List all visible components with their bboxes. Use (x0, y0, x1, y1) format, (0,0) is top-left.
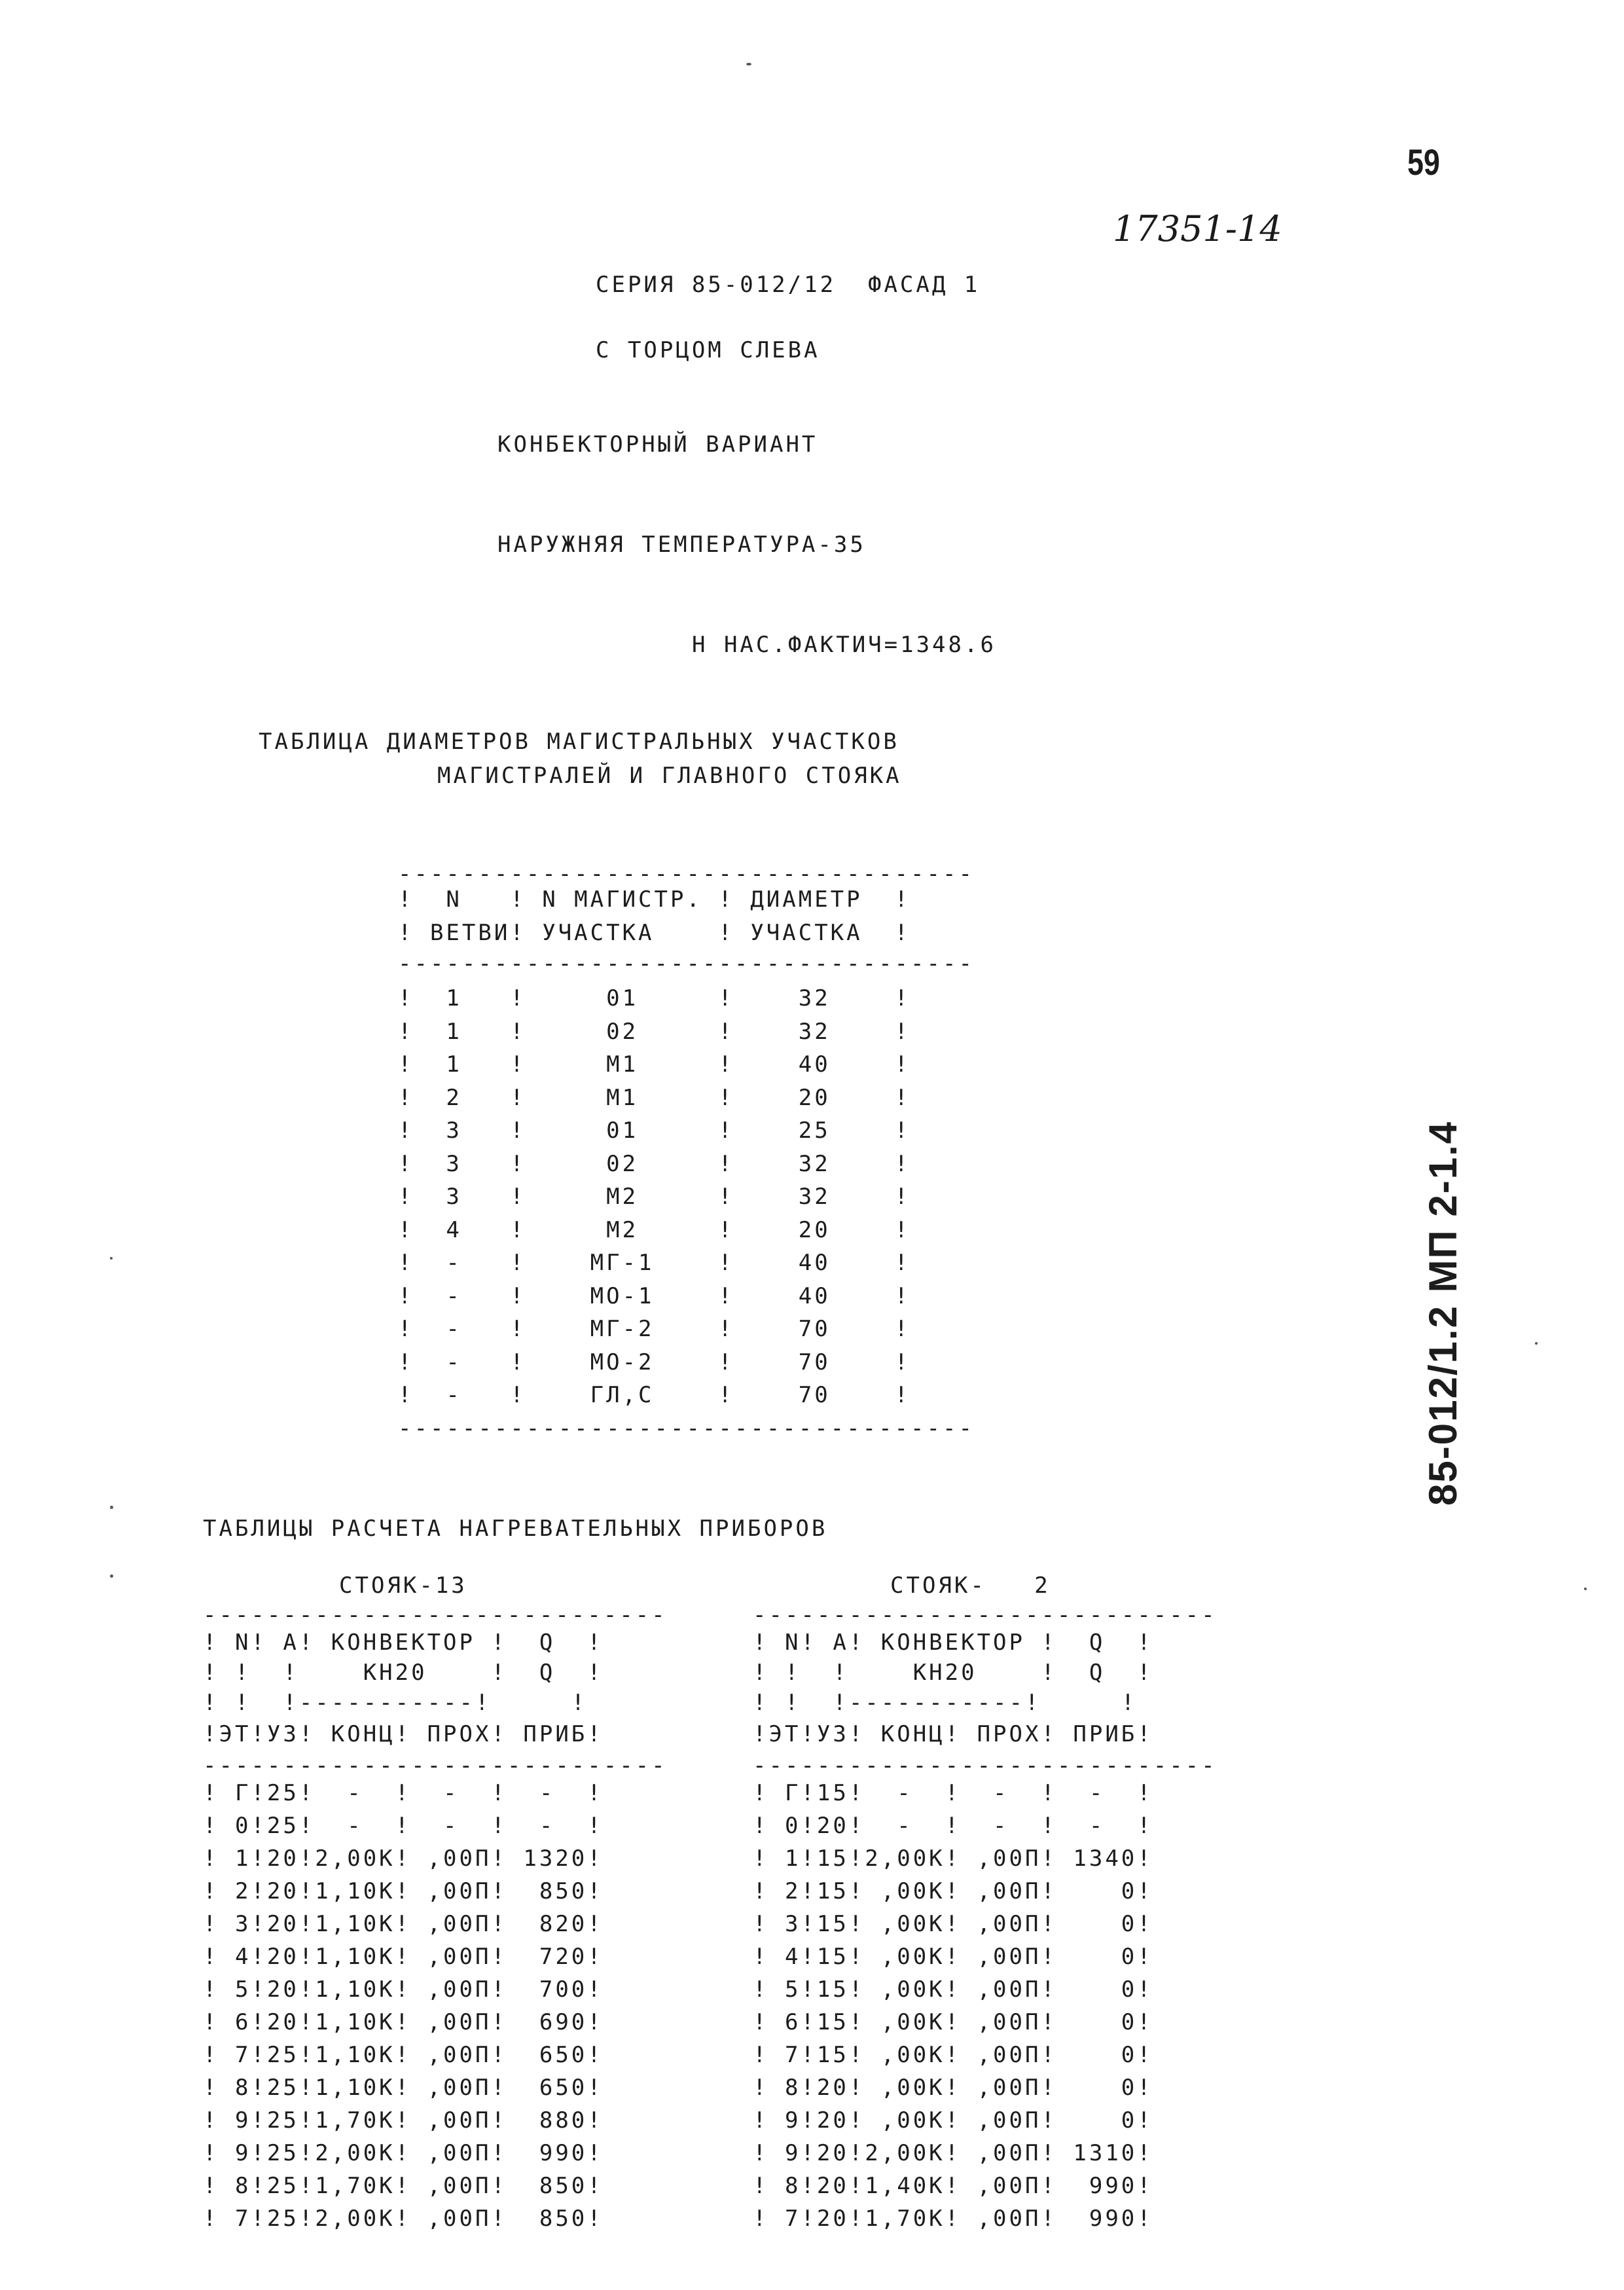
left-table-row: ! 7!25!2,00К! ,00П! 850! (203, 2206, 604, 2232)
right-header-1: ! N! А! КОНВЕКТОР ! Q ! (753, 1629, 1153, 1656)
header-subtitle: С ТОРЦОМ СЛЕВА (596, 337, 820, 363)
diam-table-row: ! 3 ! 02 ! 32 ! (398, 1150, 911, 1177)
right-header-3: ! ! !-----------! ! (753, 1690, 1138, 1716)
right-rule-top: ----------------------------- (753, 1602, 1218, 1628)
right-table-row: ! 9!20!2,00К! ,00П! 1310! (753, 2140, 1153, 2166)
diam-table-subtitle: МАГИСТРАЛЕЙ И ГЛАВНОГО СТОЯКА (437, 763, 902, 789)
left-header-4: !ЭТ!УЗ! КОНЦ! ПРОХ! ПРИБ! (203, 1721, 604, 1747)
left-table-row: ! 9!25!2,00К! ,00П! 990! (203, 2140, 604, 2166)
heater-section-title: ТАБЛИЦЫ РАСЧЕТА НАГРЕВАТЕЛЬНЫХ ПРИБОРОВ (203, 1516, 828, 1542)
right-table-row: ! 7!15! ,00К! ,00П! 0! (753, 2042, 1153, 2068)
diam-table-row: ! - ! МГ-1 ! 40 ! (398, 1250, 911, 1276)
left-rule-top: ----------------------------- (203, 1602, 668, 1628)
left-table-row: ! 6!20!1,10К! ,00П! 690! (203, 2009, 604, 2035)
left-table-row: ! 2!20!1,10К! ,00П! 850! (203, 1878, 604, 1904)
scan-speck (1535, 1342, 1538, 1345)
diam-table-row: ! 2 ! М1 ! 20 ! (398, 1084, 911, 1111)
scan-speck (110, 1506, 113, 1509)
left-table-row: ! 8!25!1,10К! ,00П! 650! (203, 2075, 604, 2101)
right-table-row: ! 8!20!1,40К! ,00П! 990! (753, 2173, 1153, 2199)
scan-speck (746, 63, 751, 65)
right-table-row: ! 8!20! ,00К! ,00П! 0! (753, 2075, 1153, 2101)
diam-table-row: ! - ! ГЛ,С ! 70 ! (398, 1382, 911, 1408)
riser-left-label: СТОЯК-13 (339, 1572, 467, 1599)
right-table-row: ! 9!20! ,00К! ,00П! 0! (753, 2107, 1153, 2134)
left-table-row: ! 3!20!1,10К! ,00П! 820! (203, 1911, 604, 1937)
right-rule-mid: ----------------------------- (753, 1753, 1218, 1779)
right-table-row: ! 7!20!1,70К! ,00П! 990! (753, 2206, 1153, 2232)
header-temperature: НАРУЖНЯЯ ТЕМПЕРАТУРА-35 (497, 532, 866, 558)
diam-table-row: ! 1 ! 02 ! 32 ! (398, 1018, 911, 1045)
diam-table-row: ! 1 ! 01 ! 32 ! (398, 985, 911, 1011)
right-table-row: ! 5!15! ,00К! ,00П! 0! (753, 1976, 1153, 2003)
right-table-row: ! 4!15! ,00К! ,00П! 0! (753, 1944, 1153, 1970)
page-number: 59 (1407, 141, 1440, 183)
diam-table-rule-top: ------------------------------------ (398, 861, 975, 887)
left-table-row: ! 5!20!1,10К! ,00П! 700! (203, 1976, 604, 2003)
left-header-2: ! ! ! КН20 ! Q ! (203, 1660, 604, 1686)
left-table-row: ! 0!25! - ! - ! - ! (203, 1813, 604, 1839)
left-header-1: ! N! А! КОНВЕКТОР ! Q ! (203, 1629, 604, 1656)
diam-table-row: ! - ! МО-1 ! 40 ! (398, 1282, 911, 1309)
handwritten-number: 17351-14 (1113, 208, 1282, 249)
scan-speck (110, 1257, 113, 1260)
diam-table-row: ! 3 ! 01 ! 25 ! (398, 1118, 911, 1144)
right-table-row: ! 2!15! ,00К! ,00П! 0! (753, 1878, 1153, 1904)
header-series: СЕРИЯ 85-012/12 ФАСАД 1 (596, 272, 981, 298)
scan-speck (110, 1574, 113, 1578)
left-table-row: ! 1!20!2,00К! ,00П! 1320! (203, 1845, 604, 1872)
right-table-row: ! 6!15! ,00К! ,00П! 0! (753, 2009, 1153, 2035)
diam-table-rule-bottom: ------------------------------------ (398, 1415, 975, 1442)
right-table-row: ! 1!15!2,00К! ,00П! 1340! (753, 1845, 1153, 1872)
diam-table-rule-mid: ------------------------------------ (398, 951, 975, 977)
left-table-row: ! 9!25!1,70К! ,00П! 880! (203, 2107, 604, 2134)
diam-table-header-2: ! ВЕТВИ! УЧАСТКА ! УЧАСТКА ! (398, 920, 911, 946)
header-actual-head: Н НАС.ФАКТИЧ=1348.6 (692, 632, 996, 658)
diam-table-row: ! 1 ! М1 ! 40 ! (398, 1051, 911, 1078)
left-header-3: ! ! !-----------! ! (203, 1690, 588, 1716)
scan-speck (1584, 1588, 1587, 1590)
diam-table-row: ! 3 ! М2 ! 32 ! (398, 1184, 911, 1210)
diam-table-row: ! 4 ! М2 ! 20 ! (398, 1216, 911, 1243)
left-rule-mid: ----------------------------- (203, 1753, 668, 1779)
right-table-row: ! 3!15! ,00К! ,00П! 0! (753, 1911, 1153, 1937)
left-table-row: ! Г!25! - ! - ! - ! (203, 1780, 604, 1806)
right-header-2: ! ! ! КН20 ! Q ! (753, 1660, 1153, 1686)
riser-right-label: СТОЯК- 2 (890, 1572, 1051, 1599)
left-table-row: ! 8!25!1,70К! ,00П! 850! (203, 2173, 604, 2199)
right-header-4: !ЭТ!УЗ! КОНЦ! ПРОХ! ПРИБ! (753, 1721, 1153, 1747)
diam-table-row: ! - ! МО-2 ! 70 ! (398, 1349, 911, 1375)
header-variant: КОНБЕКТОРНЫЙ ВАРИАНТ (497, 431, 818, 458)
right-table-row: ! 0!20! - ! - ! - ! (753, 1813, 1153, 1839)
diam-table-title: ТАБЛИЦА ДИАМЕТРОВ МАГИСТРАЛЬНЫХ УЧАСТКОВ (259, 729, 899, 755)
diam-table-header-1: ! N ! N МАГИСТР. ! ДИАМЕТР ! (398, 886, 911, 913)
right-table-row: ! Г!15! - ! - ! - ! (753, 1780, 1153, 1806)
left-table-row: ! 7!25!1,10К! ,00П! 650! (203, 2042, 604, 2068)
left-table-row: ! 4!20!1,10К! ,00П! 720! (203, 1944, 604, 1970)
diam-table-row: ! - ! МГ-2 ! 70 ! (398, 1316, 911, 1342)
side-stamp: 85-012/1.2 МП 2-1.4 (1421, 1120, 1465, 1506)
